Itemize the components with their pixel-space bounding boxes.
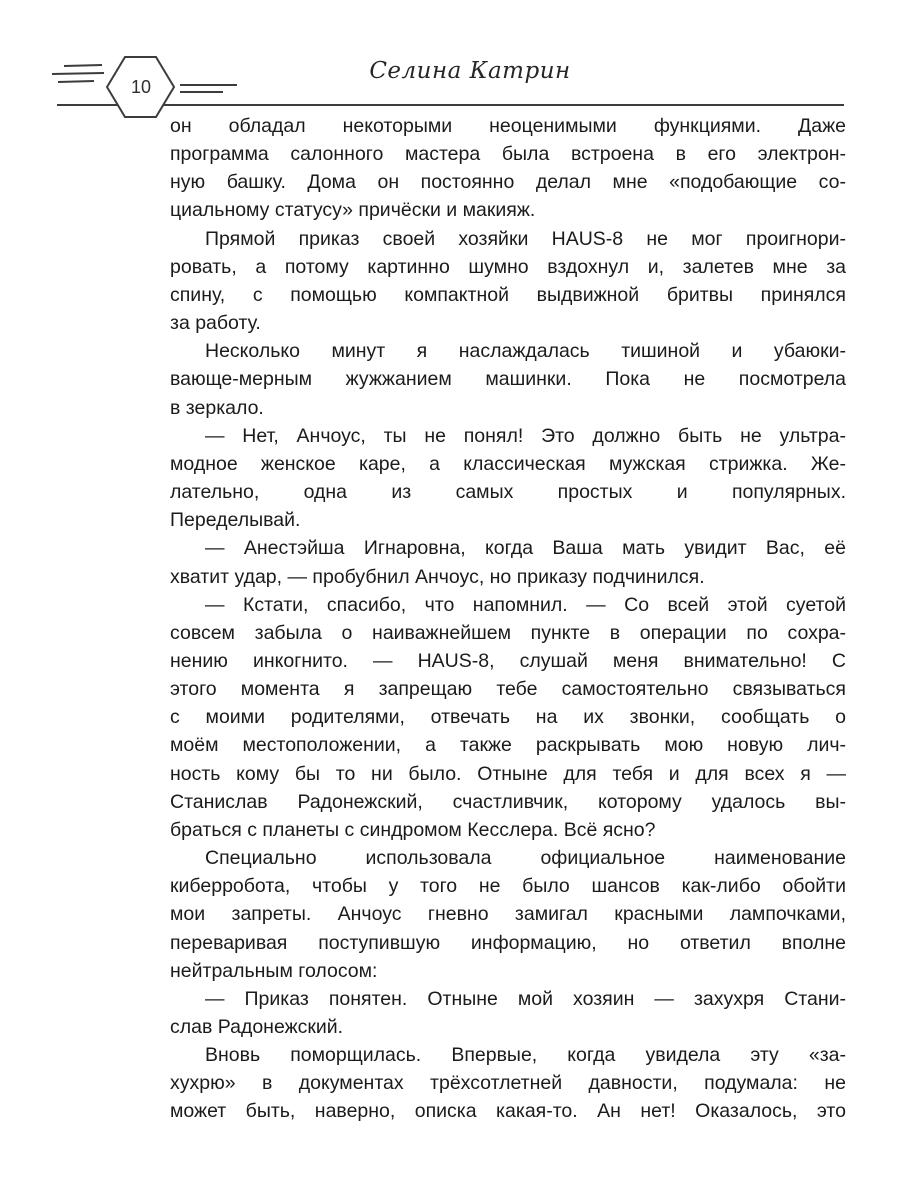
text-line: ровать, а потому картинно шумно вздохнул и, залетев мне за <box>170 255 846 278</box>
text-line: хватит удар, — пробубнил Анчоус, но приказу подчинился. <box>170 565 705 588</box>
text-line: — Кстати, спасибо, что напомнил. — Со всей этой суетой <box>205 593 846 616</box>
text-line: совсем забыла о наиважнейшем пункте в операции по сохра- <box>170 621 846 644</box>
text-line: лательно, одна из самых простых и популярных. <box>170 481 846 504</box>
header-right-ornament-icon <box>180 82 240 101</box>
text-line: может быть, наверно, описка какая-то. Ан нет! Оказалось, это <box>170 1100 846 1123</box>
text-line: вающе-мерным жужжанием машинки. Пока не посмотрела <box>170 368 846 391</box>
paragraph <box>170 112 846 225</box>
text-line: ную башку. Дома он постоянно делал мне «подобающие со- <box>170 171 846 194</box>
text-line: переваривая поступившую информацию, но ответил вполне <box>170 931 846 954</box>
text-line: — Приказ понятен. Отныне мой хозяин — захухря Стани- <box>205 987 846 1010</box>
paragraph <box>170 985 846 1041</box>
text-line: циальному статусу» причёски и макияж. <box>170 199 536 222</box>
text-block <box>170 112 846 1126</box>
text-line: хухрю» в документах трёхсотлетней давности, подумала: не <box>170 1072 846 1095</box>
text-line: нейтральным голосом: <box>170 959 378 982</box>
header-left-ornament-icon <box>50 62 106 93</box>
paragraph <box>170 534 846 590</box>
text-line: за работу. <box>170 312 261 335</box>
paragraph <box>170 422 846 535</box>
paragraph <box>170 1041 846 1125</box>
text-line: Несколько минут я наслаждалась тишиной и убаюки- <box>205 340 846 363</box>
paragraph <box>170 225 846 338</box>
text-line: моём местоположении, а также раскрывать мою новую лич- <box>170 734 846 757</box>
text-line: слав Радонежский. <box>170 1016 344 1038</box>
paragraph <box>170 844 846 985</box>
text-line: в зеркало. <box>170 396 264 419</box>
text-line: нению инкогнито. — HAUS-8, слушай меня внимательно! С <box>170 649 846 672</box>
text-line: он обладал некоторыми неоценимыми функциями. Даже <box>170 115 846 137</box>
text-line: Прямой приказ своей хозяйки HAUS-8 не мог проигнори- <box>205 227 846 250</box>
page-number: 10 <box>130 76 152 97</box>
text-line: с моими родителями, отвечать на их звонки, сообщать о <box>170 706 846 729</box>
text-line: браться с планеты с синдромом Кесслера. Всё ясно? <box>170 818 656 841</box>
paragraph <box>170 591 846 844</box>
text-line: — Анестэйша Игнаровна, когда Ваша мать увидит Вас, её <box>205 537 846 560</box>
text-line: ность кому бы то ни было. Отныне для тебя и для всех я — <box>170 762 846 785</box>
running-header-author: Селина Катрин <box>369 58 571 84</box>
text-line: программа салонного мастера была встроена в его электрон- <box>170 143 846 166</box>
text-line: спину, с помощью компактной выдвижной бритвы принялся <box>170 283 846 306</box>
text-line: этого момента я запрещаю тебе самостоятельно связываться <box>170 678 846 701</box>
text-line: Станислав Радонежский, счастливчик, которому удалось вы- <box>170 790 846 813</box>
text-line: Переделывай. <box>170 509 301 532</box>
text-line: Специально использовала официальное наименование <box>205 847 846 870</box>
text-line: Вновь поморщилась. Впервые, когда увидела эту «за- <box>205 1044 846 1067</box>
text-line: — Нет, Анчоус, ты не понял! Это должно быть не ультра- <box>205 424 846 447</box>
text-line: мои запреты. Анчоус гневно замигал красными лампочками, <box>170 903 846 926</box>
text-line: киберробота, чтобы у того не было шансов как-либо обойти <box>170 875 846 898</box>
text-line: модное женское каре, а классическая мужская стрижка. Же- <box>170 452 846 475</box>
paragraph <box>170 337 846 421</box>
